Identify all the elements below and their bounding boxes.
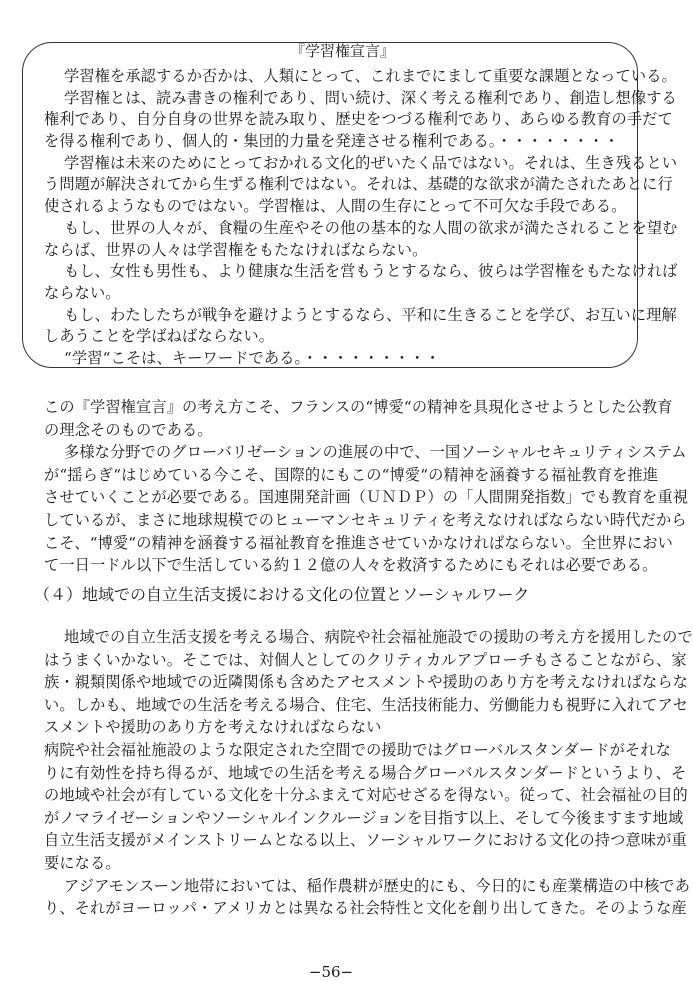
declaration-body [44,66,678,370]
declaration-line: 学習権は未来のためにとっておかれる文化的ぜいたく品ではない。それは、生き残るとい [64,153,678,172]
paragraph-line: 地域での自立生活支援を考える場合、病院や社会福祉施設での援助の考え方を援用したので [64,628,693,646]
declaration-line: しあうことを学ばねばならない。 [44,327,275,346]
paragraph-line: この『学習権宣言』の考え方こそ、フランスの“博愛“の精神を具現化させようとした公教育 [44,398,673,416]
declaration-line: もし、女性も男性も、より健康な生活を営もうとするなら、彼らは学習権をもたなければ [64,262,678,281]
declaration-line: 学習権とは、読み書きの権利であり、問い続け、深く考える権利であり、創造し想像する [64,88,677,107]
paragraph-line: い。しかも、地域での生活を考える場合、住宅、生活技術能力、労働能力も視野に入れてアセ [44,695,689,714]
declaration-line: う問題が解決されてから生ずる権利ではない。それは、基礎的な欲求が満たされたあとに行 [44,175,673,194]
declaration-title: 『学習権宣言』 [290,42,396,60]
section-heading: （４）地域での自立生活支援における文化の位置とソーシャルワーク [34,585,530,604]
declaration-line: もし、世界の人々が、食糧の生産やその他の基本的な人間の欲求が満たされることを望む [64,218,678,237]
declaration-line: 権利であり、自分自身の世界を読み取り、歴史をつづる権利であり、あらゆる教育の手だて [44,110,673,129]
declaration-line: もし、わたしたちが戦争を避けようとするなら、平和に生きることを学び、お互いに理解 [64,305,677,324]
paragraph-line: の地域や社会が有している文化を十分ふまえて対応せざるを得ない。従って、社会福祉の目的 [44,786,688,805]
paragraph-line: しているが、まさに地球規模でのヒューマンセキュリティを考えなければならない時代だから [44,510,687,529]
paragraph-line: 病院や社会福祉施設のような限定された空間での援助ではグローバルスタンダードがそれな [44,740,672,759]
declaration-line: 使されるようなものではない。学習権は、人間の生存にとって不可欠な手段である。 [44,197,627,216]
paragraph-line: 多様な分野でのグローバリゼーションの進展の中で、一国ソーシャルセキュリティシステム [64,443,687,462]
paragraph-line: 自立生活支援がメインストリームとなる以上、ソーシャルワークにおける文化の持つ意味が重 [44,831,687,850]
paragraph-line: スメントや援助のあり方を考えなければならない [44,718,382,737]
declaration-line: 学習権を承認するか否かは、人類にとって、これまでにまして重要な課題となっている。 [64,67,677,85]
paragraph-line: こそ、“博愛“の精神を涵養する福祉教育を推進させていかなければならない。全世界におい [44,533,674,552]
paragraph-2 [44,626,693,920]
page-number: −56− [308,963,354,981]
paragraph-line: させていくことが必要である。国連開発計画（ＵＮＤＰ）の「人間開発指数」でも教育を重視 [44,488,689,507]
declaration-line: “学習“こそは、キーワードである。・・・・・・・・・ [64,348,441,367]
declaration-line: ならば、世界の人々は学習権をもたなければならない。 [44,240,428,259]
paragraph-line: の理念そのものである。 [44,420,213,439]
paragraph-line: がノマライゼーションやソーシャルインクルージョンを目指す以上、そして今後ますます地域 [44,808,684,827]
paragraph-line: が“揺らぎ“はじめている今こそ、国際的にもこの“博愛“の精神を涵養する福祉教育を推進 [44,465,659,484]
paragraph-line: 要になる。 [44,853,121,872]
declaration-line: を得る権利であり、個人的・集団的力量を発達させる権利である。・・・・・・・・ [44,132,620,151]
paragraph-line: て一日一ドル以下で生活している約１２億の人々を救済するためにもそれは必要である。 [44,556,658,575]
paragraph-line: はうまくいかない。そこでは、対個人としてのクリティカルアプローチもさることながら、家 [44,650,687,669]
paragraph-line: アジアモンスーン地帯においては、稲作農耕が歴史的にも、今日的にも産業構造の中核であ [64,876,691,895]
paragraph-1 [44,396,689,577]
paragraph-line: 族・親類関係や地域での近隣関係も含めたアセスメントや援助のあり方を考えなければならな [44,673,689,692]
paragraph-line: りに有効性を持ち得るが、地域での生活を考える場合グローバルスタンダードというより、そ [44,763,687,782]
declaration-line: ならない。 [44,283,121,302]
paragraph-line: り、それがヨーロッパ・アメリカとは異なる社会特性と文化を創り出してきた。そのような産 [44,899,687,918]
